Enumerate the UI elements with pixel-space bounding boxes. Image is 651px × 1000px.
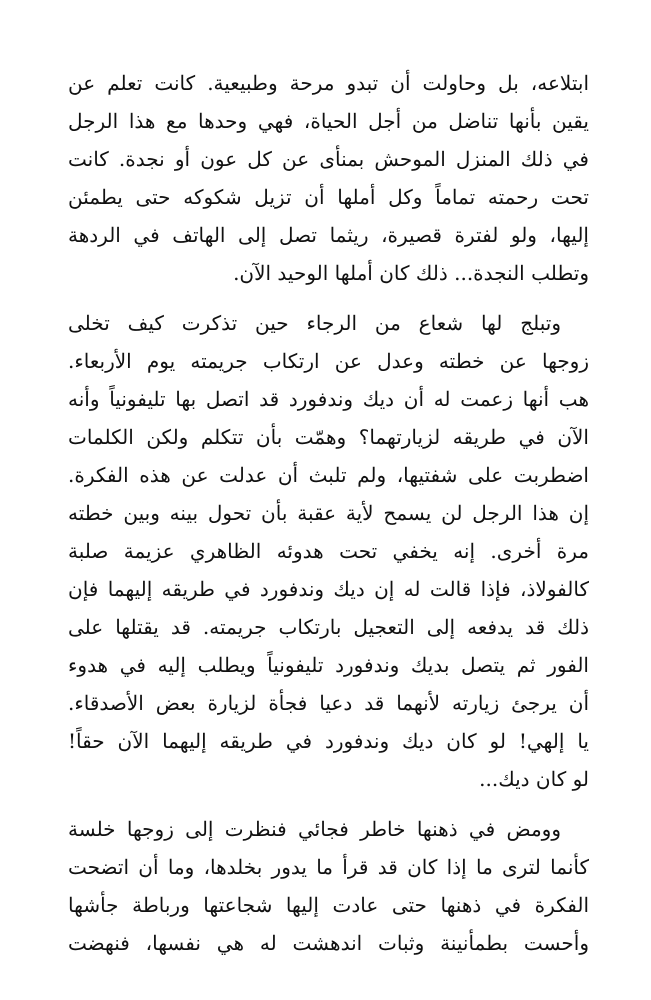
text-line: كأنما لترى ما إذا كان قد قرأ ما يدور بخلدها، وما أن اتضحت [68, 855, 589, 879]
text-line: اضطربت على شفتيها، ولم تلبث أن عدلت عن هذه الفكرة. [68, 463, 589, 487]
text-line: ابتلاعه، بل وحاولت أن تبدو مرحة وطبيعية. كانت تعلم عن [68, 71, 589, 95]
text-line: لو كان ديك... [479, 767, 589, 791]
text-line: ذلك قد يدفعه إلى التعجيل بارتكاب جريمته. قد يقتلها على [68, 615, 589, 639]
text-line: يا إلهي! لو كان ديك وندفورد في طريقه إليهما الآن حقاً! [68, 729, 589, 753]
text-line: زوجها عن خطته وعدل عن ارتكاب جريمته يوم الأربعاء. [68, 349, 589, 373]
text-line: يقين بأنها تناضل من أجل الحياة، فهي وحدها مع هذا الرجل [68, 109, 589, 133]
paragraph-1 [68, 64, 589, 292]
text-line: في ذلك المنزل الموحش بمنأى عن كل عون أو نجدة. كانت [68, 147, 589, 171]
text-line: وأحست بطمأنينة وثبات اندهشت له هي نفسها، فنهضت [68, 931, 589, 955]
paragraph-3 [68, 810, 589, 962]
text-line: إن هذا الرجل لن يسمح لأية عقبة بأن تحول بينه وبين خطته [68, 501, 589, 525]
text-line: كالفولاذ، فإذا قالت له إن ديك وندفورد في طريقه إليهما فإن [68, 577, 589, 601]
text-line: تحت رحمته تماماً وكل أملها أن تزيل شكوكه حتى يطمئن [68, 185, 589, 209]
text-line: الفكرة في ذهنها حتى عادت إليها شجاعتها ورباطة جأشها [68, 893, 589, 917]
text-line: إليها، ولو لفترة قصيرة، ريثما تصل إلى الهاتف في الردهة [68, 223, 589, 247]
text-line: هب أنها زعمت له أن ديك وندفورد قد اتصل بها تليفونياً وأنه [68, 387, 589, 411]
text-line: الفور ثم يتصل بديك وندفورد تليفونياً ويطلب إليه في هدوء [68, 653, 589, 677]
text-line: الآن في طريقه لزيارتهما؟ وهمّت بأن تتكلم ولكن الكلمات [68, 425, 589, 449]
text-line: مرة أخرى. إنه يخفي تحت هدوئه الظاهري عزيمة صلبة [68, 539, 589, 563]
text-line-indented: وومض في ذهنها خاطر فجائي فنظرت إلى زوجها خلسة [68, 817, 561, 841]
paragraph-2 [68, 304, 589, 798]
text-line-indented: وتبلج لها شعاع من الرجاء حين تذكرت كيف تخلى [68, 311, 561, 335]
text-line: أن يرجئ زيارته لأنهما قد دعيا فجأة لزيارة بعض الأصدقاء. [68, 691, 589, 715]
text-line: وتطلب النجدة... ذلك كان أملها الوحيد الآن. [233, 261, 589, 285]
